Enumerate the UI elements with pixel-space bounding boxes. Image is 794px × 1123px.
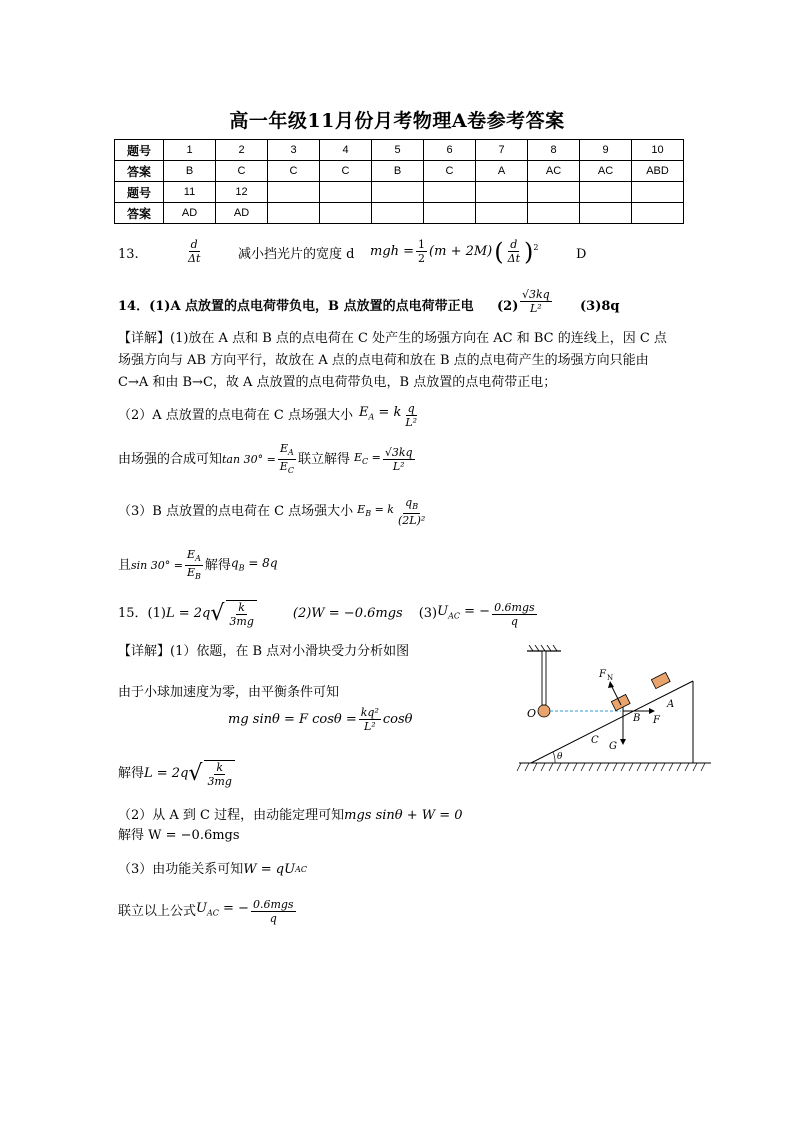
q13-number: 13. [118, 247, 139, 262]
q14-detail-2: （2）A 点放置的点电荷在 C 点场强大小 $E_A = k$ $\frac{q}{\text{L²}}$ [118, 402, 418, 429]
q15-frac-den: q [269, 912, 277, 925]
table-header-question: 题号 [115, 140, 164, 161]
table-cell: 9 [580, 140, 632, 161]
table-row [115, 182, 684, 203]
table-cell: 4 [320, 140, 372, 161]
q15-detail-3: 解得 L = 2q √ $\frac{k}{3mg}$ [118, 760, 237, 788]
table-cell [632, 182, 684, 203]
rod [542, 651, 546, 705]
table-cell [424, 182, 476, 203]
q14-detail-5-text: 且 [118, 557, 132, 573]
q15-detail-1: 【详解】(1）依题，在 B 点对小滑块受力分析如图 [118, 644, 410, 659]
q15-detail-6-text: （3）由功能关系可知 [118, 862, 244, 877]
label-c: C [591, 735, 599, 746]
q15-detail-5: 解得 W = −0.6mgs [118, 828, 240, 843]
q14-head: 14．(1)A 点放置的点电荷带负电，B 点放置的点电荷带正电 [118, 299, 474, 314]
table-cell: 6 [424, 140, 476, 161]
q13-formula-lhs: mgh = [370, 243, 415, 259]
table-row [115, 140, 684, 161]
angle-arc [553, 752, 555, 763]
table-cell: AC [580, 161, 632, 182]
q13-answer: D [576, 247, 587, 262]
force-g-head [620, 739, 626, 745]
q15-detail-4 [118, 806, 463, 826]
label-f: F [653, 715, 660, 726]
q15-detail-4-formula: mgs sinθ + W = 0 [344, 808, 463, 823]
label-o: O [527, 707, 537, 720]
q15-detail-2: 由于小球加速度为零，由平衡条件可知 [118, 685, 340, 700]
q15-detail-6: （3）由功能关系可知 W = qU AC [118, 860, 307, 880]
q15-detail-4-text: （2）从 A 到 C 过程，由动能定理可知 [118, 808, 345, 823]
label-theta: θ [557, 752, 563, 762]
q13-frac-den: Δt [507, 252, 521, 265]
table-cell [268, 182, 320, 203]
q15-part2: (2)W = −0.6mgs [292, 606, 403, 621]
q15-detail-3-text: 解得 [118, 766, 145, 781]
table-cell [372, 203, 424, 224]
q14-part2: (2) [497, 299, 519, 314]
q14-ec-den: L² [392, 460, 405, 474]
table-cell [580, 203, 632, 224]
q14-detail-5-mid: 解得 [204, 557, 231, 573]
table-header-question: 题号 [115, 182, 164, 203]
table-cell: C [424, 161, 476, 182]
table-cell: A [476, 161, 528, 182]
ball-o [538, 705, 550, 717]
q15-head-text: 15．(1) [118, 606, 166, 621]
ground-hatch [517, 763, 705, 771]
q14-detail-4: （3）B 点放置的点电荷在 C 点场强大小 $E_B = k$ $\frac{q_B}{\text{(2L)²}}$ [118, 496, 426, 528]
q15-equilibrium-formula: mg sinθ = F cosθ = $\frac{\text{kq²}}{\text{L²}}$ cosθ [228, 706, 413, 733]
q14-detail-2-text: （2）A 点放置的点电荷在 C 点场强大小 [118, 407, 354, 423]
label-a: A [667, 699, 675, 710]
q15-head: 15．(1) L = 2q √ $\frac{k}{3mg}$ (2)W = −0.6mgs (3) $U_{AC}$ = − $\frac{\text{0.6mgs}}{q}$ [118, 600, 535, 628]
answer-table [114, 139, 684, 224]
table-cell: AC [528, 161, 580, 182]
q15-frac-num: 0.6mgs [252, 898, 294, 911]
q14-ec-num: √3kq [384, 446, 413, 460]
table-cell: C [216, 161, 268, 182]
table-cell [268, 203, 320, 224]
table-cell [580, 182, 632, 203]
table-cell [528, 182, 580, 203]
table-cell: AD [164, 203, 216, 224]
block-a [651, 672, 670, 688]
table-cell: C [268, 161, 320, 182]
force-diagram [515, 645, 715, 775]
force-f-head [649, 708, 655, 714]
table-cell [632, 203, 684, 224]
q13-formula-mid: (m + 2M) [429, 243, 493, 259]
q13-text: 减小挡光片的宽度 d [238, 247, 355, 262]
label-b: B [633, 713, 641, 724]
q14-part2-frac [518, 288, 554, 315]
q13-frac-num: d [510, 238, 518, 251]
ceiling-hatch [529, 645, 557, 651]
label-g: G [609, 741, 617, 752]
q13-frac-num: d [190, 238, 198, 251]
q15-frac-den: q [510, 614, 518, 628]
table-cell: 2 [216, 140, 268, 161]
q13-formula: mgh = $\frac{1}{2}$ (m + 2M) ( $\frac{d}{\Delta t}$ ) 2 [370, 237, 539, 266]
q14-detail-5: 且 sin 30° = $\frac{E_A}{E_B}$ 解得 $q_B = 8q$ [118, 548, 278, 582]
table-cell: 7 [476, 140, 528, 161]
q14-detail-3-text: 由场强的合成可知 [118, 451, 223, 467]
table-cell: 3 [268, 140, 320, 161]
table-header-answer: 答案 [115, 203, 164, 224]
q14-part2-den: L² [530, 302, 542, 315]
label-fn: F [599, 669, 606, 680]
block-b [611, 694, 630, 710]
table-cell: B [164, 161, 216, 182]
table-cell: ABD [632, 161, 684, 182]
table-cell: 1 [164, 140, 216, 161]
q14-detail-3-mid: 联立解得 [297, 451, 350, 467]
label-fn-sub: N [607, 674, 614, 682]
table-cell: 8 [528, 140, 580, 161]
q15-detail-7-text: 联立以上公式 [118, 903, 197, 919]
table-cell: 11 [164, 182, 216, 203]
table-row [115, 161, 684, 182]
force-fn-head [608, 681, 614, 688]
table-cell: B [372, 161, 424, 182]
table-cell [476, 182, 528, 203]
q14-detail-4-text: （3）B 点放置的点电荷在 C 点场强大小 [118, 503, 354, 519]
table-cell [476, 203, 528, 224]
table-cell [320, 182, 372, 203]
table-cell: 5 [372, 140, 424, 161]
q14-part3: (3)8q [580, 299, 620, 314]
table-cell [372, 182, 424, 203]
q15-part3: (3) [418, 606, 438, 621]
q15-frac-num: 0.6mgs [494, 600, 535, 614]
table-cell [320, 203, 372, 224]
q14-detail-1: 【详解】(1)放在 A 点和 B 点的点电荷在 C 处产生的场强方向在 AC 和 BC 的连线上，因 C 点场强方向与 AB 方向平行，故放在 A 点的点电荷和放在 B 点的点电荷产生的场强方向只能由 C→A 和由 B→C，故 A 点放置的点电荷带负电，B 点放置的点电荷带正电； [118, 331, 667, 390]
table-cell: C [320, 161, 372, 182]
table-header-answer: 答案 [115, 161, 164, 182]
q14-detail-3: 由场强的合成可知 tan 30° = $\frac{E_A}{E_C}$ 联立解得 $E_C$ = $\frac{√3kq}{\text{L²}}$ [118, 442, 413, 476]
table-row [115, 203, 684, 224]
q13-fraction [184, 238, 204, 265]
table-cell: 10 [632, 140, 684, 161]
q14-part2-num: √3kq [522, 288, 550, 301]
table-cell: 12 [216, 182, 268, 203]
table-cell: AD [216, 203, 268, 224]
q15-detail-7: 联立以上公式 $U_{AC}$ = − $\frac{\text{0.6mgs}}{q}$ [118, 898, 294, 925]
q15-detail-6-formula: W = qU [243, 862, 296, 877]
table-cell [528, 203, 580, 224]
q13-frac-den: Δt [188, 252, 201, 265]
table-cell [424, 203, 476, 224]
page-title: 高一年级11月份月考物理A卷参考答案 [229, 110, 565, 132]
